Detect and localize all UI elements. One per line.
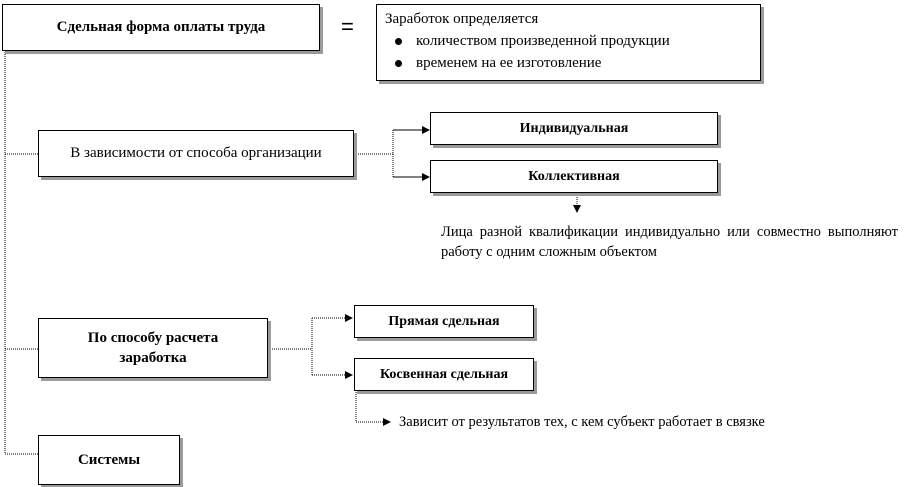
systems-box: Системы <box>38 435 180 485</box>
individual-box: Индивидуальная <box>430 112 718 145</box>
by-organization-label: В зависимости от способа организации <box>70 145 322 161</box>
by-organization-box <box>38 130 354 177</box>
collective-box: Коллективная <box>430 160 718 193</box>
main-title-box <box>2 4 320 51</box>
collective-note: Лица разной квалификации индивидуально или совместно выполняют работу с одним сложным объектом <box>441 224 898 260</box>
indirect-note: Зависит от результатов тех, с кем субъект работает в связке <box>399 414 765 430</box>
definition-item: количеством произведенной продукции <box>385 30 752 52</box>
by-calculation-box <box>38 318 268 378</box>
definition-item: временем на ее изготовление <box>385 52 752 74</box>
main-title: Сдельная форма оплаты труда <box>56 19 266 35</box>
bullet-icon <box>395 60 402 67</box>
bullet-icon <box>395 38 402 45</box>
direct-piecework-box: Прямая сдельная <box>354 305 534 338</box>
definition-heading: Заработок определяется <box>385 11 539 27</box>
equals-sign: = <box>341 14 354 39</box>
definition-box <box>376 4 761 81</box>
by-calculation-label: По способу расчета заработка <box>87 330 219 366</box>
indirect-piecework-box: Косвенная сдельная <box>354 358 534 391</box>
